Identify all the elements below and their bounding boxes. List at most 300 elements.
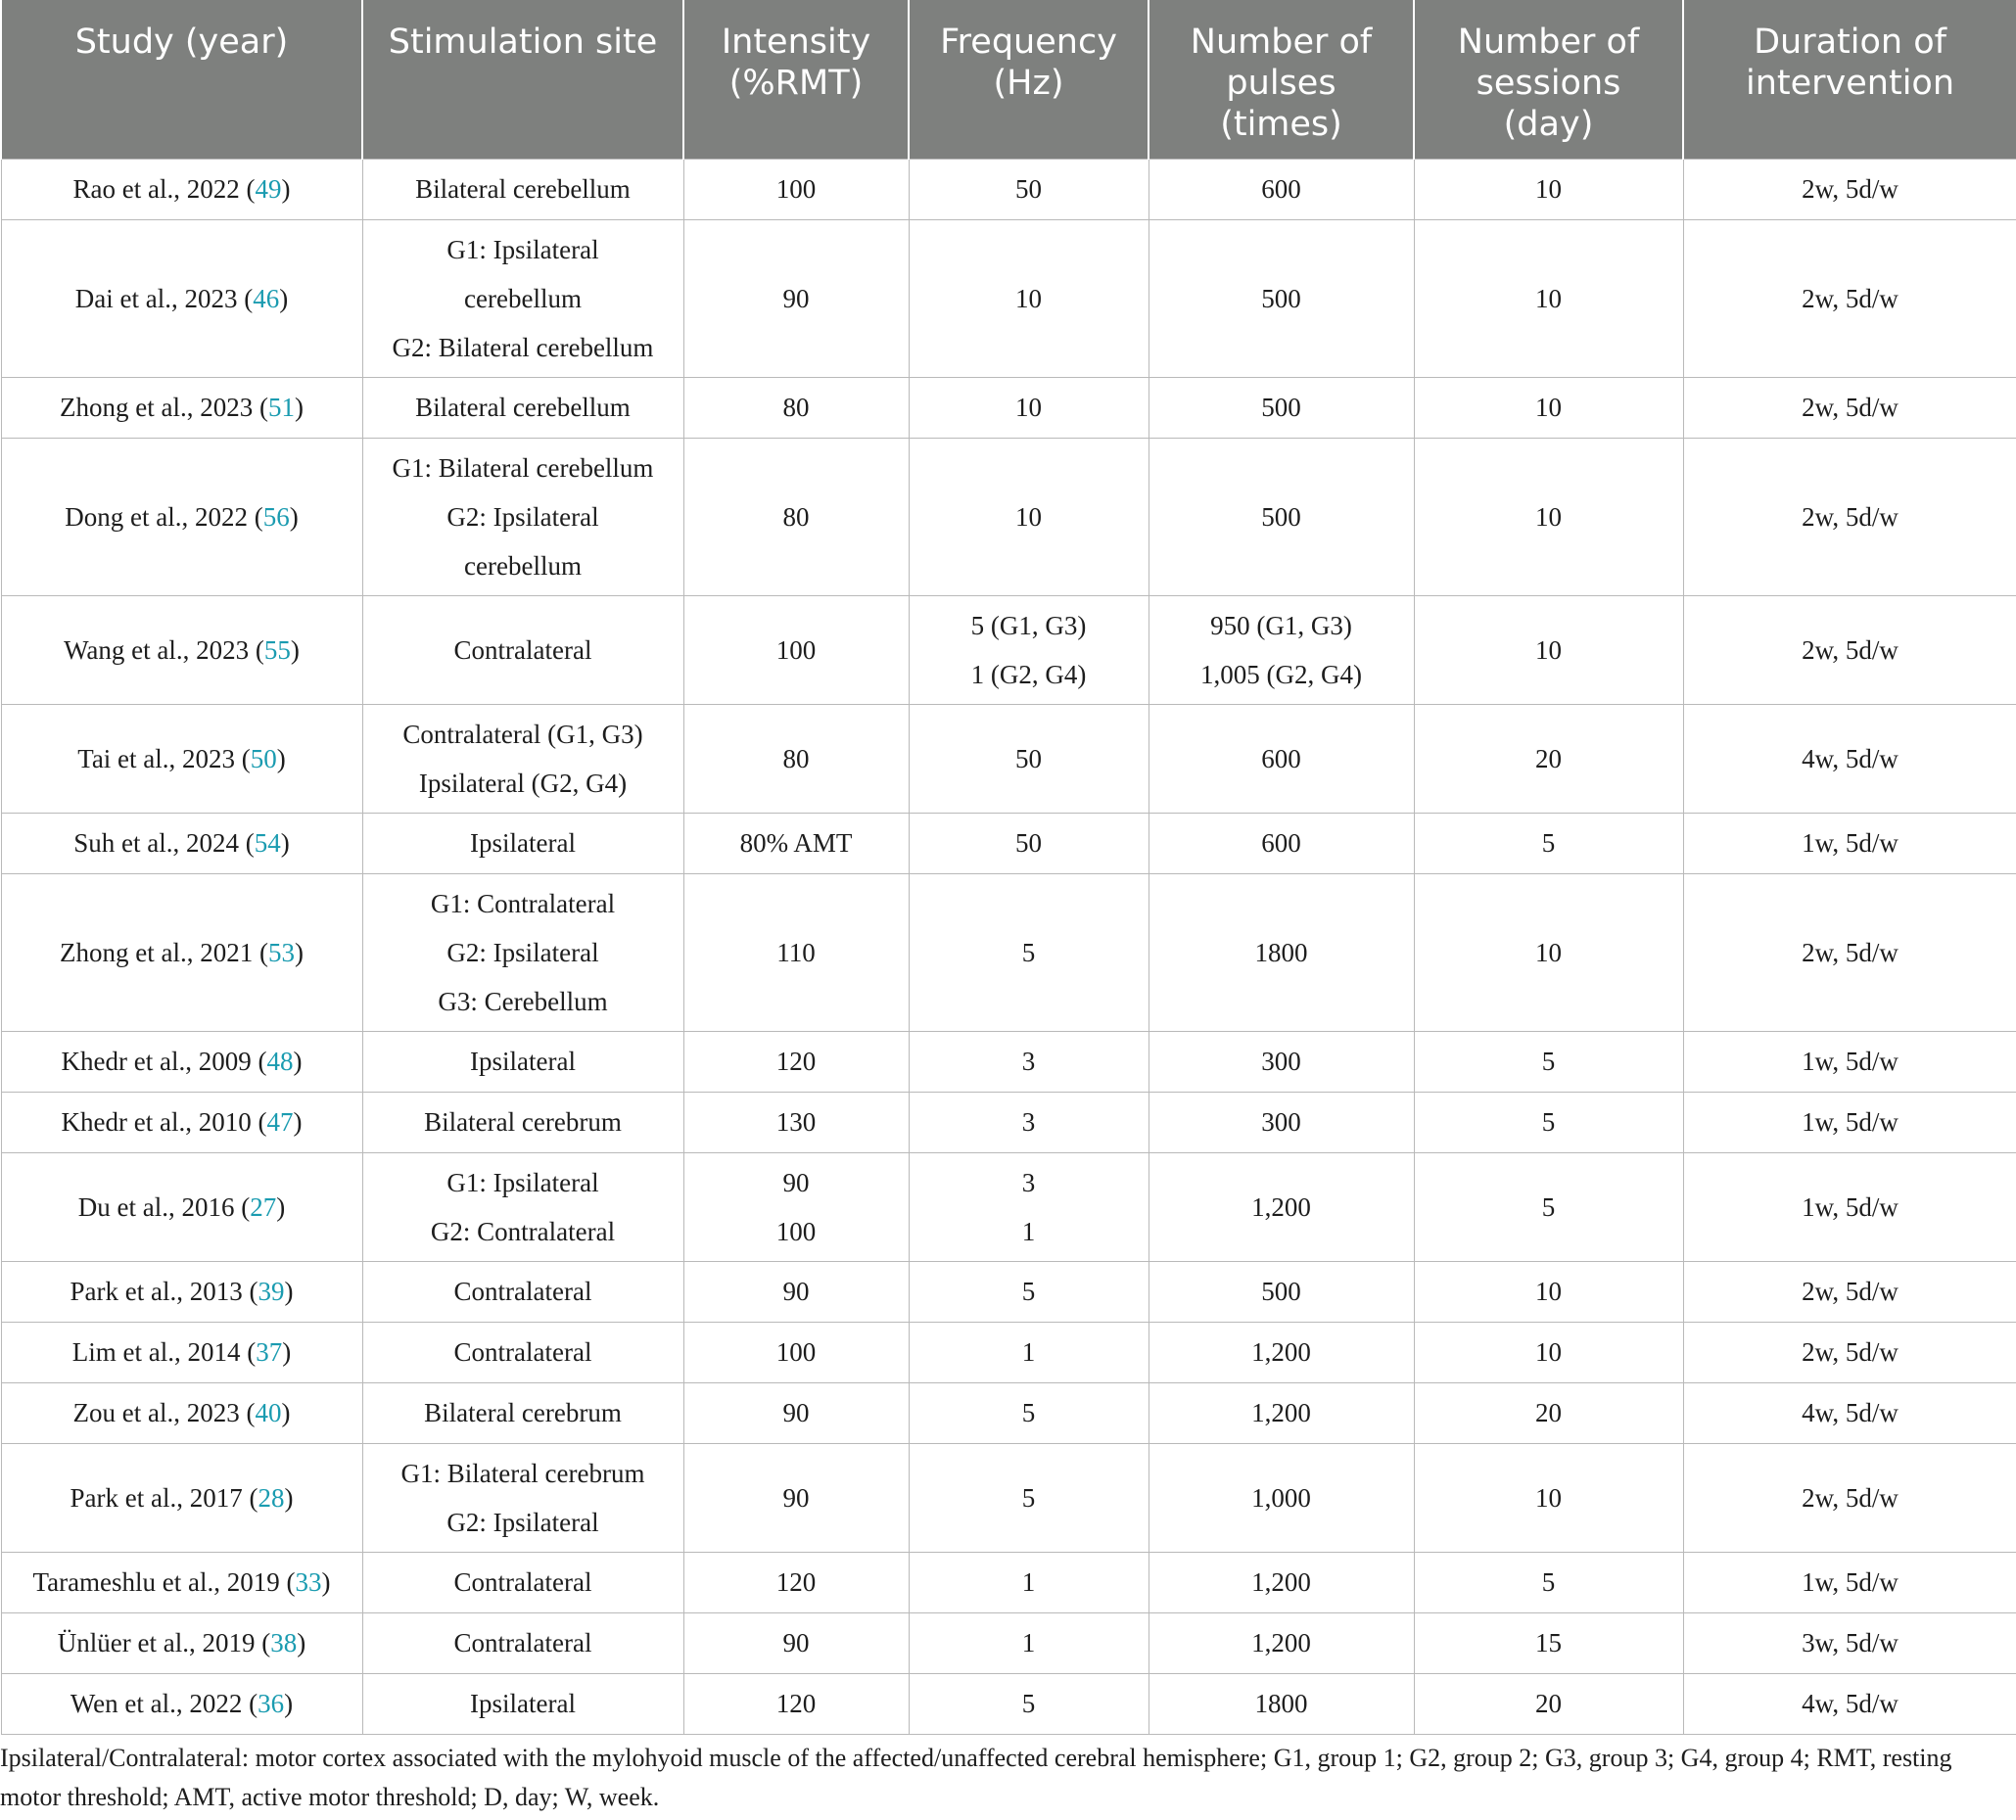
pulses-cell (1149, 1152, 1414, 1261)
study-cell (1, 1612, 362, 1673)
intensity-cell-line: 120 (775, 1047, 817, 1076)
sessions-cell: 5 (1414, 1552, 1683, 1612)
intensity-cell (683, 1031, 909, 1092)
column-header-number-of-pulses (1149, 0, 1414, 159)
reference-close-paren: ) (284, 1277, 294, 1306)
duration-cell: 4w, 5d/w (1683, 1673, 2016, 1734)
intensity-cell (683, 377, 909, 438)
table-row (1, 813, 2016, 873)
stimulation-site-cell-line: Bilateral cerebrum (424, 1107, 622, 1137)
table-row (1, 1552, 2016, 1612)
stimulation-site-cell-line: Contralateral (G1, G3) (402, 719, 643, 749)
reference-close-paren: ) (276, 743, 286, 773)
pulses-cell (1149, 813, 1414, 873)
table-row (1, 159, 2016, 219)
sessions-cell: 10 (1414, 1261, 1683, 1322)
study-cell (1, 1031, 362, 1092)
column-header-line: Number of (1457, 23, 1640, 62)
stimulation-site-cell-line: Ipsilateral (470, 828, 576, 858)
table-row (1, 1031, 2016, 1092)
pulses-cell (1149, 219, 1414, 377)
duration-cell: 1w, 5d/w (1683, 813, 2016, 873)
study-cell (1, 1552, 362, 1612)
sessions-cell: 10 (1414, 1443, 1683, 1552)
duration-cell: 3w, 5d/w (1683, 1612, 2016, 1673)
frequency-cell (909, 873, 1149, 1031)
sessions-cell: 10 (1414, 159, 1683, 219)
study-name: Khedr et al., 2009 ( (61, 1047, 267, 1076)
pulses-cell (1149, 1092, 1414, 1152)
study-cell (1, 873, 362, 1031)
frequency-cell (909, 1152, 1149, 1261)
stimulation-site-cell (362, 1261, 683, 1322)
frequency-cell-line: 1 (1021, 1216, 1036, 1246)
sessions-cell: 10 (1414, 1322, 1683, 1382)
frequency-cell-line: 10 (1015, 283, 1042, 313)
duration-cell: 1w, 5d/w (1683, 1031, 2016, 1092)
reference-link[interactable]: 53 (267, 937, 295, 967)
reference-link[interactable]: 47 (266, 1107, 294, 1137)
reference-link[interactable]: 56 (262, 501, 290, 532)
intensity-cell-line: 120 (775, 1689, 817, 1718)
reference-link[interactable]: 50 (250, 743, 277, 773)
reference-close-paren: ) (290, 634, 300, 665)
duration-cell: 4w, 5d/w (1683, 704, 2016, 813)
sessions-cell: 5 (1414, 1152, 1683, 1261)
stimulation-site-cell (362, 1673, 683, 1734)
pulses-cell-line: 1,200 (1251, 1337, 1311, 1367)
pulses-cell (1149, 159, 1414, 219)
pulses-cell (1149, 1673, 1414, 1734)
column-header-duration-of-intervention (1683, 0, 2016, 159)
footnote-line: motor threshold; AMT, active motor threshold; D, day; W, week. (0, 1783, 660, 1811)
frequency-cell (909, 1031, 1149, 1092)
reference-close-paren: ) (276, 1191, 286, 1222)
study-name: Tai et al., 2023 ( (77, 743, 251, 773)
duration-cell: 2w, 5d/w (1683, 595, 2016, 704)
stimulation-site-cell-line: G1: Bilateral cerebellum (392, 452, 654, 483)
table-body (1, 159, 2016, 1734)
table-row (1, 595, 2016, 704)
pulses-cell (1149, 1322, 1414, 1382)
pulses-cell-line: 300 (1261, 1107, 1301, 1137)
frequency-cell (909, 159, 1149, 219)
stimulation-site-cell (362, 377, 683, 438)
study-cell (1, 159, 362, 219)
stimulation-site-cell-line: G1: Ipsilateral (446, 1167, 599, 1197)
frequency-cell-line: 5 (1021, 1277, 1036, 1306)
stimulation-site-cell (362, 1552, 683, 1612)
column-header-stimulation-site (362, 0, 683, 159)
stimulation-site-cell-line: Contralateral (453, 1567, 592, 1597)
stimulation-site-cell-line: Contralateral (453, 1277, 592, 1306)
column-header-line: Intensity (721, 23, 871, 62)
table-row (1, 1322, 2016, 1382)
sessions-cell: 5 (1414, 1092, 1683, 1152)
stimulation-site-cell-line: G1: Ipsilateral (446, 234, 599, 264)
sessions-cell: 10 (1414, 377, 1683, 438)
study-name: Dong et al., 2022 ( (65, 501, 263, 532)
intensity-cell-line: 100 (775, 174, 817, 204)
reference-link[interactable]: 33 (295, 1567, 322, 1597)
column-header-line: Study (year) (74, 23, 289, 62)
reference-link[interactable]: 39 (258, 1277, 285, 1306)
study-name: Park et al., 2017 ( (70, 1482, 258, 1513)
frequency-cell-line: 3 (1021, 1107, 1036, 1137)
column-header-line: Frequency (940, 23, 1117, 62)
pulses-cell (1149, 595, 1414, 704)
sessions-cell: 10 (1414, 219, 1683, 377)
intensity-cell (683, 1443, 909, 1552)
pulses-cell-line: 1,000 (1251, 1482, 1311, 1513)
reference-close-paren: ) (294, 937, 304, 967)
column-header-number-of-sessions (1414, 0, 1683, 159)
column-header-line: (%RMT) (728, 64, 864, 103)
stimulation-site-cell (362, 438, 683, 595)
intensity-cell-line: 90 (782, 1167, 810, 1197)
column-header-line: Number of (1190, 23, 1373, 62)
pulses-cell-line: 600 (1261, 828, 1301, 858)
stimulation-site-cell-line: G2: Bilateral cerebellum (392, 332, 654, 362)
reference-link[interactable]: 54 (254, 828, 281, 858)
table-row (1, 1612, 2016, 1673)
intensity-cell (683, 1152, 909, 1261)
table-row (1, 704, 2016, 813)
frequency-cell (909, 595, 1149, 704)
stimulation-site-cell (362, 1092, 683, 1152)
intensity-cell-line: 80 (782, 393, 810, 422)
stimulation-site-cell-line: Bilateral cerebellum (415, 174, 631, 204)
reference-close-paren: ) (281, 174, 291, 204)
study-cell (1, 1382, 362, 1443)
study-name: Suh et al., 2024 ( (73, 828, 255, 858)
stimulation-site-cell-line: G2: Ipsilateral (446, 1507, 599, 1537)
stimulation-site-cell-line: Bilateral cerebrum (424, 1398, 622, 1427)
intensity-cell (683, 159, 909, 219)
pulses-cell-line: 500 (1261, 501, 1301, 532)
intensity-cell-line: 80 (782, 501, 810, 532)
column-header-line: pulses (1226, 64, 1336, 103)
pulses-cell (1149, 1443, 1414, 1552)
sessions-cell: 20 (1414, 1673, 1683, 1734)
frequency-cell (909, 1612, 1149, 1673)
pulses-cell-line: 600 (1261, 743, 1301, 773)
frequency-cell (909, 1443, 1149, 1552)
frequency-cell-line: 50 (1015, 828, 1042, 858)
table-row (1, 1152, 2016, 1261)
column-header-line: intervention (1745, 64, 1955, 103)
study-name: Ünlüer et al., 2019 ( (57, 1628, 271, 1657)
column-header-line: sessions (1476, 64, 1621, 103)
study-cell (1, 813, 362, 873)
duration-cell: 2w, 5d/w (1683, 377, 2016, 438)
stimulation-site-cell-line: Contralateral (453, 634, 592, 665)
intensity-cell (683, 704, 909, 813)
stimulation-site-cell (362, 813, 683, 873)
study-name: Zou et al., 2023 ( (72, 1398, 256, 1427)
reference-link[interactable]: 38 (270, 1628, 298, 1657)
table-footnote (0, 1739, 2016, 1817)
duration-cell: 1w, 5d/w (1683, 1152, 2016, 1261)
duration-cell: 2w, 5d/w (1683, 1443, 2016, 1552)
pulses-cell-line: 1,200 (1251, 1567, 1311, 1597)
study-name: Dai et al., 2023 ( (74, 283, 254, 313)
intensity-cell (683, 595, 909, 704)
reference-close-paren: ) (280, 828, 290, 858)
stimulation-site-cell (362, 1443, 683, 1552)
study-cell (1, 1673, 362, 1734)
study-cell (1, 595, 362, 704)
stimulation-site-cell (362, 1031, 683, 1092)
stimulation-site-cell (362, 704, 683, 813)
study-name: Khedr et al., 2010 ( (61, 1107, 267, 1137)
frequency-cell (909, 1092, 1149, 1152)
reference-link[interactable]: 48 (266, 1047, 294, 1076)
column-header-frequency (909, 0, 1149, 159)
stimulation-site-cell-line: G1: Contralateral (430, 888, 616, 918)
pulses-cell (1149, 1382, 1414, 1443)
pulses-cell-line: 500 (1261, 393, 1301, 422)
intensity-cell (683, 813, 909, 873)
sessions-cell: 20 (1414, 704, 1683, 813)
reference-close-paren: ) (321, 1567, 331, 1597)
study-cell (1, 1261, 362, 1322)
study-name: Tarameshlu et al., 2019 ( (32, 1567, 296, 1597)
intensity-cell (683, 1261, 909, 1322)
study-name: Du et al., 2016 ( (77, 1191, 251, 1222)
reference-close-paren: ) (294, 393, 304, 422)
duration-cell: 2w, 5d/w (1683, 873, 2016, 1031)
frequency-cell-line: 1 (1021, 1628, 1036, 1657)
reference-close-paren: ) (284, 1482, 294, 1513)
study-name: Zhong et al., 2023 ( (60, 393, 268, 422)
duration-cell: 1w, 5d/w (1683, 1092, 2016, 1152)
column-header-line: Duration of (1754, 23, 1946, 62)
intensity-cell (683, 1552, 909, 1612)
sessions-cell: 20 (1414, 1382, 1683, 1443)
intensity-cell (683, 1382, 909, 1443)
frequency-cell-line: 1 (G2, G4) (970, 659, 1087, 689)
stimulation-site-cell (362, 159, 683, 219)
intensity-cell-line: 100 (775, 634, 817, 665)
table-row (1, 219, 2016, 377)
duration-cell: 2w, 5d/w (1683, 1322, 2016, 1382)
frequency-cell-line: 10 (1015, 501, 1042, 532)
reference-link[interactable]: 40 (255, 1398, 282, 1427)
table-row (1, 1443, 2016, 1552)
frequency-cell-line: 5 (1021, 1398, 1036, 1427)
frequency-cell-line: 5 (1021, 1482, 1036, 1513)
column-header-line: Stimulation site (388, 23, 658, 62)
stimulation-site-cell-line: Contralateral (453, 1337, 592, 1367)
pulses-cell-line: 1,005 (G2, G4) (1200, 659, 1362, 689)
intensity-cell (683, 1322, 909, 1382)
intensity-cell-line: 90 (782, 283, 810, 313)
pulses-cell-line: 1,200 (1251, 1628, 1311, 1657)
intensity-cell-line: 130 (775, 1107, 817, 1137)
pulses-cell-line: 1,200 (1251, 1191, 1311, 1222)
frequency-cell (909, 438, 1149, 595)
pulses-cell (1149, 1612, 1414, 1673)
reference-close-paren: ) (281, 1398, 291, 1427)
intensity-cell-line: 80% AMT (739, 828, 853, 858)
stimulation-site-cell (362, 1382, 683, 1443)
table-row (1, 1673, 2016, 1734)
study-cell (1, 438, 362, 595)
reference-link[interactable]: 27 (250, 1191, 277, 1222)
table-row (1, 873, 2016, 1031)
frequency-cell (909, 1322, 1149, 1382)
pulses-cell (1149, 1261, 1414, 1322)
frequency-cell-line: 1 (1021, 1337, 1036, 1367)
study-cell (1, 1152, 362, 1261)
stimulation-site-cell-line: cerebellum (464, 550, 582, 581)
pulses-cell-line: 500 (1261, 1277, 1301, 1306)
frequency-cell-line: 3 (1021, 1167, 1036, 1197)
pulses-cell-line: 1800 (1254, 1689, 1308, 1718)
table-row (1, 1261, 2016, 1322)
frequency-cell (909, 1261, 1149, 1322)
intensity-cell (683, 1612, 909, 1673)
table-row (1, 1382, 2016, 1443)
pulses-cell (1149, 704, 1414, 813)
stimulation-site-cell-line: Bilateral cerebellum (415, 393, 631, 422)
stimulation-site-cell (362, 219, 683, 377)
frequency-cell (909, 1673, 1149, 1734)
column-header-intensity (683, 0, 909, 159)
column-header-study (1, 0, 362, 159)
column-header-line: (day) (1503, 105, 1594, 144)
reference-close-paren: ) (282, 1337, 292, 1367)
sessions-cell: 10 (1414, 595, 1683, 704)
reference-link[interactable]: 36 (258, 1689, 285, 1718)
reference-close-paren: ) (284, 1689, 294, 1718)
intensity-cell-line: 100 (775, 1337, 817, 1367)
study-name: Zhong et al., 2021 ( (60, 937, 268, 967)
study-cell (1, 704, 362, 813)
reference-link[interactable]: 55 (263, 634, 291, 665)
footnote-line: Ipsilateral/Contralateral: motor cortex associated with the mylohyoid muscle of the affected/unaffected cerebral hemisphere; G1, group 1; G2, group 2; G3, group 3; G4, group 4; RMT, resting (0, 1744, 1952, 1772)
frequency-cell-line: 5 (G1, G3) (970, 610, 1087, 640)
stimulation-site-cell-line: G2: Ipsilateral (446, 937, 599, 967)
table-row (1, 438, 2016, 595)
frequency-cell (909, 1552, 1149, 1612)
sessions-cell: 10 (1414, 873, 1683, 1031)
pulses-cell (1149, 438, 1414, 595)
sessions-cell: 15 (1414, 1612, 1683, 1673)
frequency-cell (909, 219, 1149, 377)
reference-close-paren: ) (297, 1628, 306, 1657)
reference-link[interactable]: 51 (267, 393, 295, 422)
duration-cell: 4w, 5d/w (1683, 1382, 2016, 1443)
study-cell (1, 1443, 362, 1552)
study-name: Park et al., 2013 ( (70, 1277, 258, 1306)
intensity-cell-line: 120 (775, 1567, 817, 1597)
stimulation-site-cell (362, 1322, 683, 1382)
reference-close-paren: ) (293, 1047, 303, 1076)
pulses-cell-line: 1800 (1254, 937, 1308, 967)
stimulation-site-cell (362, 1612, 683, 1673)
intensity-cell (683, 1673, 909, 1734)
reference-link[interactable]: 49 (255, 174, 282, 204)
stimulation-site-cell (362, 873, 683, 1031)
pulses-cell (1149, 873, 1414, 1031)
sessions-cell: 5 (1414, 1031, 1683, 1092)
intensity-cell (683, 438, 909, 595)
reference-link[interactable]: 37 (256, 1337, 283, 1367)
study-name: Lim et al., 2014 ( (71, 1337, 257, 1367)
frequency-cell-line: 3 (1021, 1047, 1036, 1076)
study-cell (1, 1092, 362, 1152)
intensity-cell (683, 873, 909, 1031)
frequency-cell (909, 1382, 1149, 1443)
frequency-cell-line: 1 (1021, 1567, 1036, 1597)
pulses-cell-line: 300 (1261, 1047, 1301, 1076)
study-cell (1, 377, 362, 438)
pulses-cell (1149, 1552, 1414, 1612)
stimulation-site-cell-line: G3: Cerebellum (438, 986, 608, 1016)
intensity-cell-line: 110 (776, 937, 816, 967)
stimulation-site-cell-line: Contralateral (453, 1628, 592, 1657)
frequency-cell-line: 5 (1021, 1689, 1036, 1718)
duration-cell: 2w, 5d/w (1683, 438, 2016, 595)
intensity-cell-line: 90 (782, 1628, 810, 1657)
study-cell (1, 1322, 362, 1382)
intensity-cell-line: 100 (775, 1216, 817, 1246)
stimulation-site-cell-line: G1: Bilateral cerebrum (400, 1458, 645, 1488)
pulses-cell-line: 500 (1261, 283, 1301, 313)
stimulation-site-cell (362, 595, 683, 704)
frequency-cell-line: 10 (1015, 393, 1042, 422)
table-row (1, 377, 2016, 438)
study-name: Rao et al., 2022 ( (72, 174, 256, 204)
study-cell (1, 219, 362, 377)
pulses-cell-line: 950 (G1, G3) (1210, 610, 1352, 640)
intensity-cell (683, 1092, 909, 1152)
column-header-line: (times) (1220, 105, 1342, 144)
reference-close-paren: ) (279, 283, 289, 313)
frequency-cell (909, 813, 1149, 873)
duration-cell: 2w, 5d/w (1683, 159, 2016, 219)
frequency-cell-line: 5 (1021, 937, 1036, 967)
stimulation-site-cell-line: cerebellum (464, 283, 582, 313)
reference-close-paren: ) (293, 1107, 303, 1137)
intensity-cell-line: 90 (782, 1277, 810, 1306)
column-header-line: (Hz) (993, 64, 1064, 103)
stimulation-site-cell-line: Ipsilateral (470, 1689, 576, 1718)
study-name: Wen et al., 2022 ( (70, 1689, 258, 1718)
header-row (1, 0, 2016, 159)
reference-link[interactable]: 46 (253, 283, 280, 313)
pulses-cell (1149, 377, 1414, 438)
study-name: Wang et al., 2023 ( (64, 634, 264, 665)
frequency-cell-line: 50 (1015, 743, 1042, 773)
frequency-cell (909, 704, 1149, 813)
intensity-cell-line: 90 (782, 1398, 810, 1427)
pulses-cell-line: 600 (1261, 174, 1301, 204)
duration-cell: 2w, 5d/w (1683, 1261, 2016, 1322)
stimulation-site-cell (362, 1152, 683, 1261)
stimulation-site-cell-line: Ipsilateral (G2, G4) (418, 768, 628, 798)
pulses-cell (1149, 1031, 1414, 1092)
intensity-cell-line: 90 (782, 1482, 810, 1513)
reference-link[interactable]: 28 (258, 1482, 285, 1513)
sessions-cell: 5 (1414, 813, 1683, 873)
stimulation-site-cell-line: Ipsilateral (470, 1047, 576, 1076)
sessions-cell: 10 (1414, 438, 1683, 595)
table-row (1, 1092, 2016, 1152)
stimulation-site-cell-line: G2: Contralateral (430, 1216, 616, 1246)
